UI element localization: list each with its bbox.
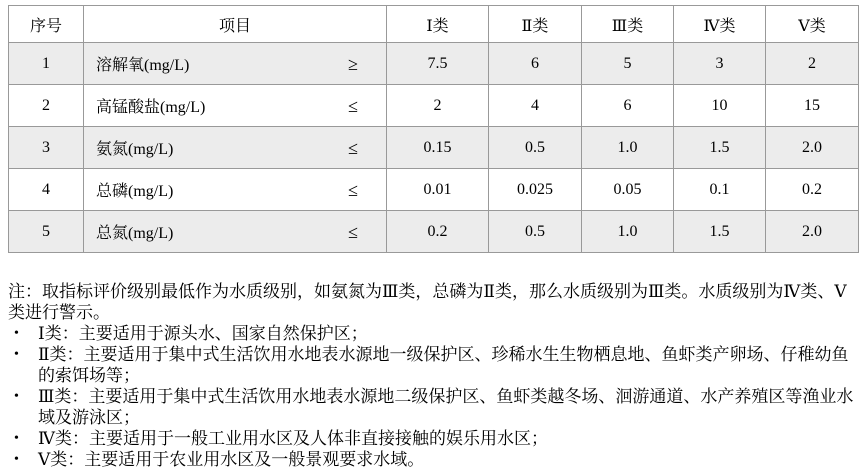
value-cell: 2 [766, 43, 859, 85]
header-cell-class3: Ⅲ类 [582, 6, 674, 43]
bullet-item-class2 [8, 344, 858, 386]
value-cell: 1.5 [674, 127, 766, 169]
bullet-marker: • [14, 326, 19, 341]
bullet-item-class1 [8, 323, 858, 344]
bullet-text: Ⅰ类：主要适用于源头水、国家自然保护区； [38, 324, 368, 343]
header-cell-number: 序号 [9, 6, 84, 43]
item-cell [84, 211, 387, 253]
item-name: 氨氮(mg/L) [96, 141, 174, 158]
item-name: 高锰酸盐(mg/L) [96, 99, 206, 116]
value-cell: 2.0 [766, 211, 859, 253]
comparison-operator: ≤ [348, 95, 358, 116]
item-cell [84, 43, 387, 85]
value-cell: 0.05 [582, 169, 674, 211]
table-row [9, 169, 859, 211]
bullet-text: Ⅱ类：主要适用于集中式生活饮用水地表水源地一级保护区、珍稀水生生物栖息地、鱼虾类产卵场、仔稚幼鱼的索饵场等； [38, 345, 849, 385]
value-cell: 1.5 [674, 211, 766, 253]
value-cell: 0.5 [489, 127, 582, 169]
item-cell [84, 127, 387, 169]
item-name: 总磷(mg/L) [96, 183, 174, 200]
value-cell: 0.025 [489, 169, 582, 211]
note-paragraph: 注：取指标评价级别最低作为水质级别，如氨氮为Ⅲ类，总磷为Ⅱ类，那么水质级别为Ⅲ类。水质级别为Ⅳ类、Ⅴ类进行警示。 [8, 282, 847, 322]
item-cell [84, 169, 387, 211]
value-cell: 6 [582, 85, 674, 127]
value-cell: 0.15 [387, 127, 489, 169]
bullet-marker: • [14, 431, 19, 446]
value-cell: 10 [674, 85, 766, 127]
table-header-row [9, 6, 859, 43]
header-cell-item: 项目 [84, 6, 387, 43]
row-number-cell: 2 [9, 85, 84, 127]
header-cell-class1: Ⅰ类 [387, 6, 489, 43]
item-cell [84, 85, 387, 127]
bullet-text: Ⅴ类：主要适用于农业用水区及一般景观要求水域。 [38, 450, 425, 467]
row-number-cell: 5 [9, 211, 84, 253]
value-cell: 4 [489, 85, 582, 127]
comparison-operator: ≤ [348, 221, 358, 242]
value-cell: 7.5 [387, 43, 489, 85]
bullet-marker: • [14, 452, 19, 467]
table-row [9, 211, 859, 253]
value-cell: 0.2 [387, 211, 489, 253]
bullet-text: Ⅳ类：主要适用于一般工业用水区及人体非直接接触的娱乐用水区； [38, 429, 548, 448]
bullet-item-class4 [8, 428, 858, 449]
value-cell: 5 [582, 43, 674, 85]
value-cell: 2.0 [766, 127, 859, 169]
bullet-item-class5 [8, 449, 858, 467]
header-cell-class2: Ⅱ类 [489, 6, 582, 43]
bullet-item-class3 [8, 386, 858, 428]
value-cell: 0.5 [489, 211, 582, 253]
value-cell: 0.2 [766, 169, 859, 211]
comparison-operator: ≤ [348, 179, 358, 200]
water-quality-table [8, 5, 859, 253]
row-number-cell: 4 [9, 169, 84, 211]
value-cell: 3 [674, 43, 766, 85]
notes-section [8, 281, 858, 467]
row-number-cell: 1 [9, 43, 84, 85]
value-cell: 0.1 [674, 169, 766, 211]
value-cell: 6 [489, 43, 582, 85]
bullet-marker: • [14, 389, 19, 404]
item-name: 溶解氧(mg/L) [96, 57, 190, 74]
item-name: 总氮(mg/L) [96, 225, 174, 242]
table-row [9, 85, 859, 127]
bullet-text: Ⅲ类：主要适用于集中式生活饮用水地表水源地二级保护区、鱼虾类越冬场、洄游通道、水产养殖区等渔业水域及游泳区； [38, 387, 854, 427]
table-row [9, 43, 859, 85]
row-number-cell: 3 [9, 127, 84, 169]
table-row [9, 127, 859, 169]
value-cell: 2 [387, 85, 489, 127]
bullet-list [8, 323, 858, 467]
value-cell: 1.0 [582, 211, 674, 253]
comparison-operator: ≥ [348, 53, 358, 74]
value-cell: 15 [766, 85, 859, 127]
comparison-operator: ≤ [348, 137, 358, 158]
value-cell: 1.0 [582, 127, 674, 169]
header-cell-class4: Ⅳ类 [674, 6, 766, 43]
header-cell-class5: Ⅴ类 [766, 6, 859, 43]
value-cell: 0.01 [387, 169, 489, 211]
bullet-marker: • [14, 347, 19, 362]
